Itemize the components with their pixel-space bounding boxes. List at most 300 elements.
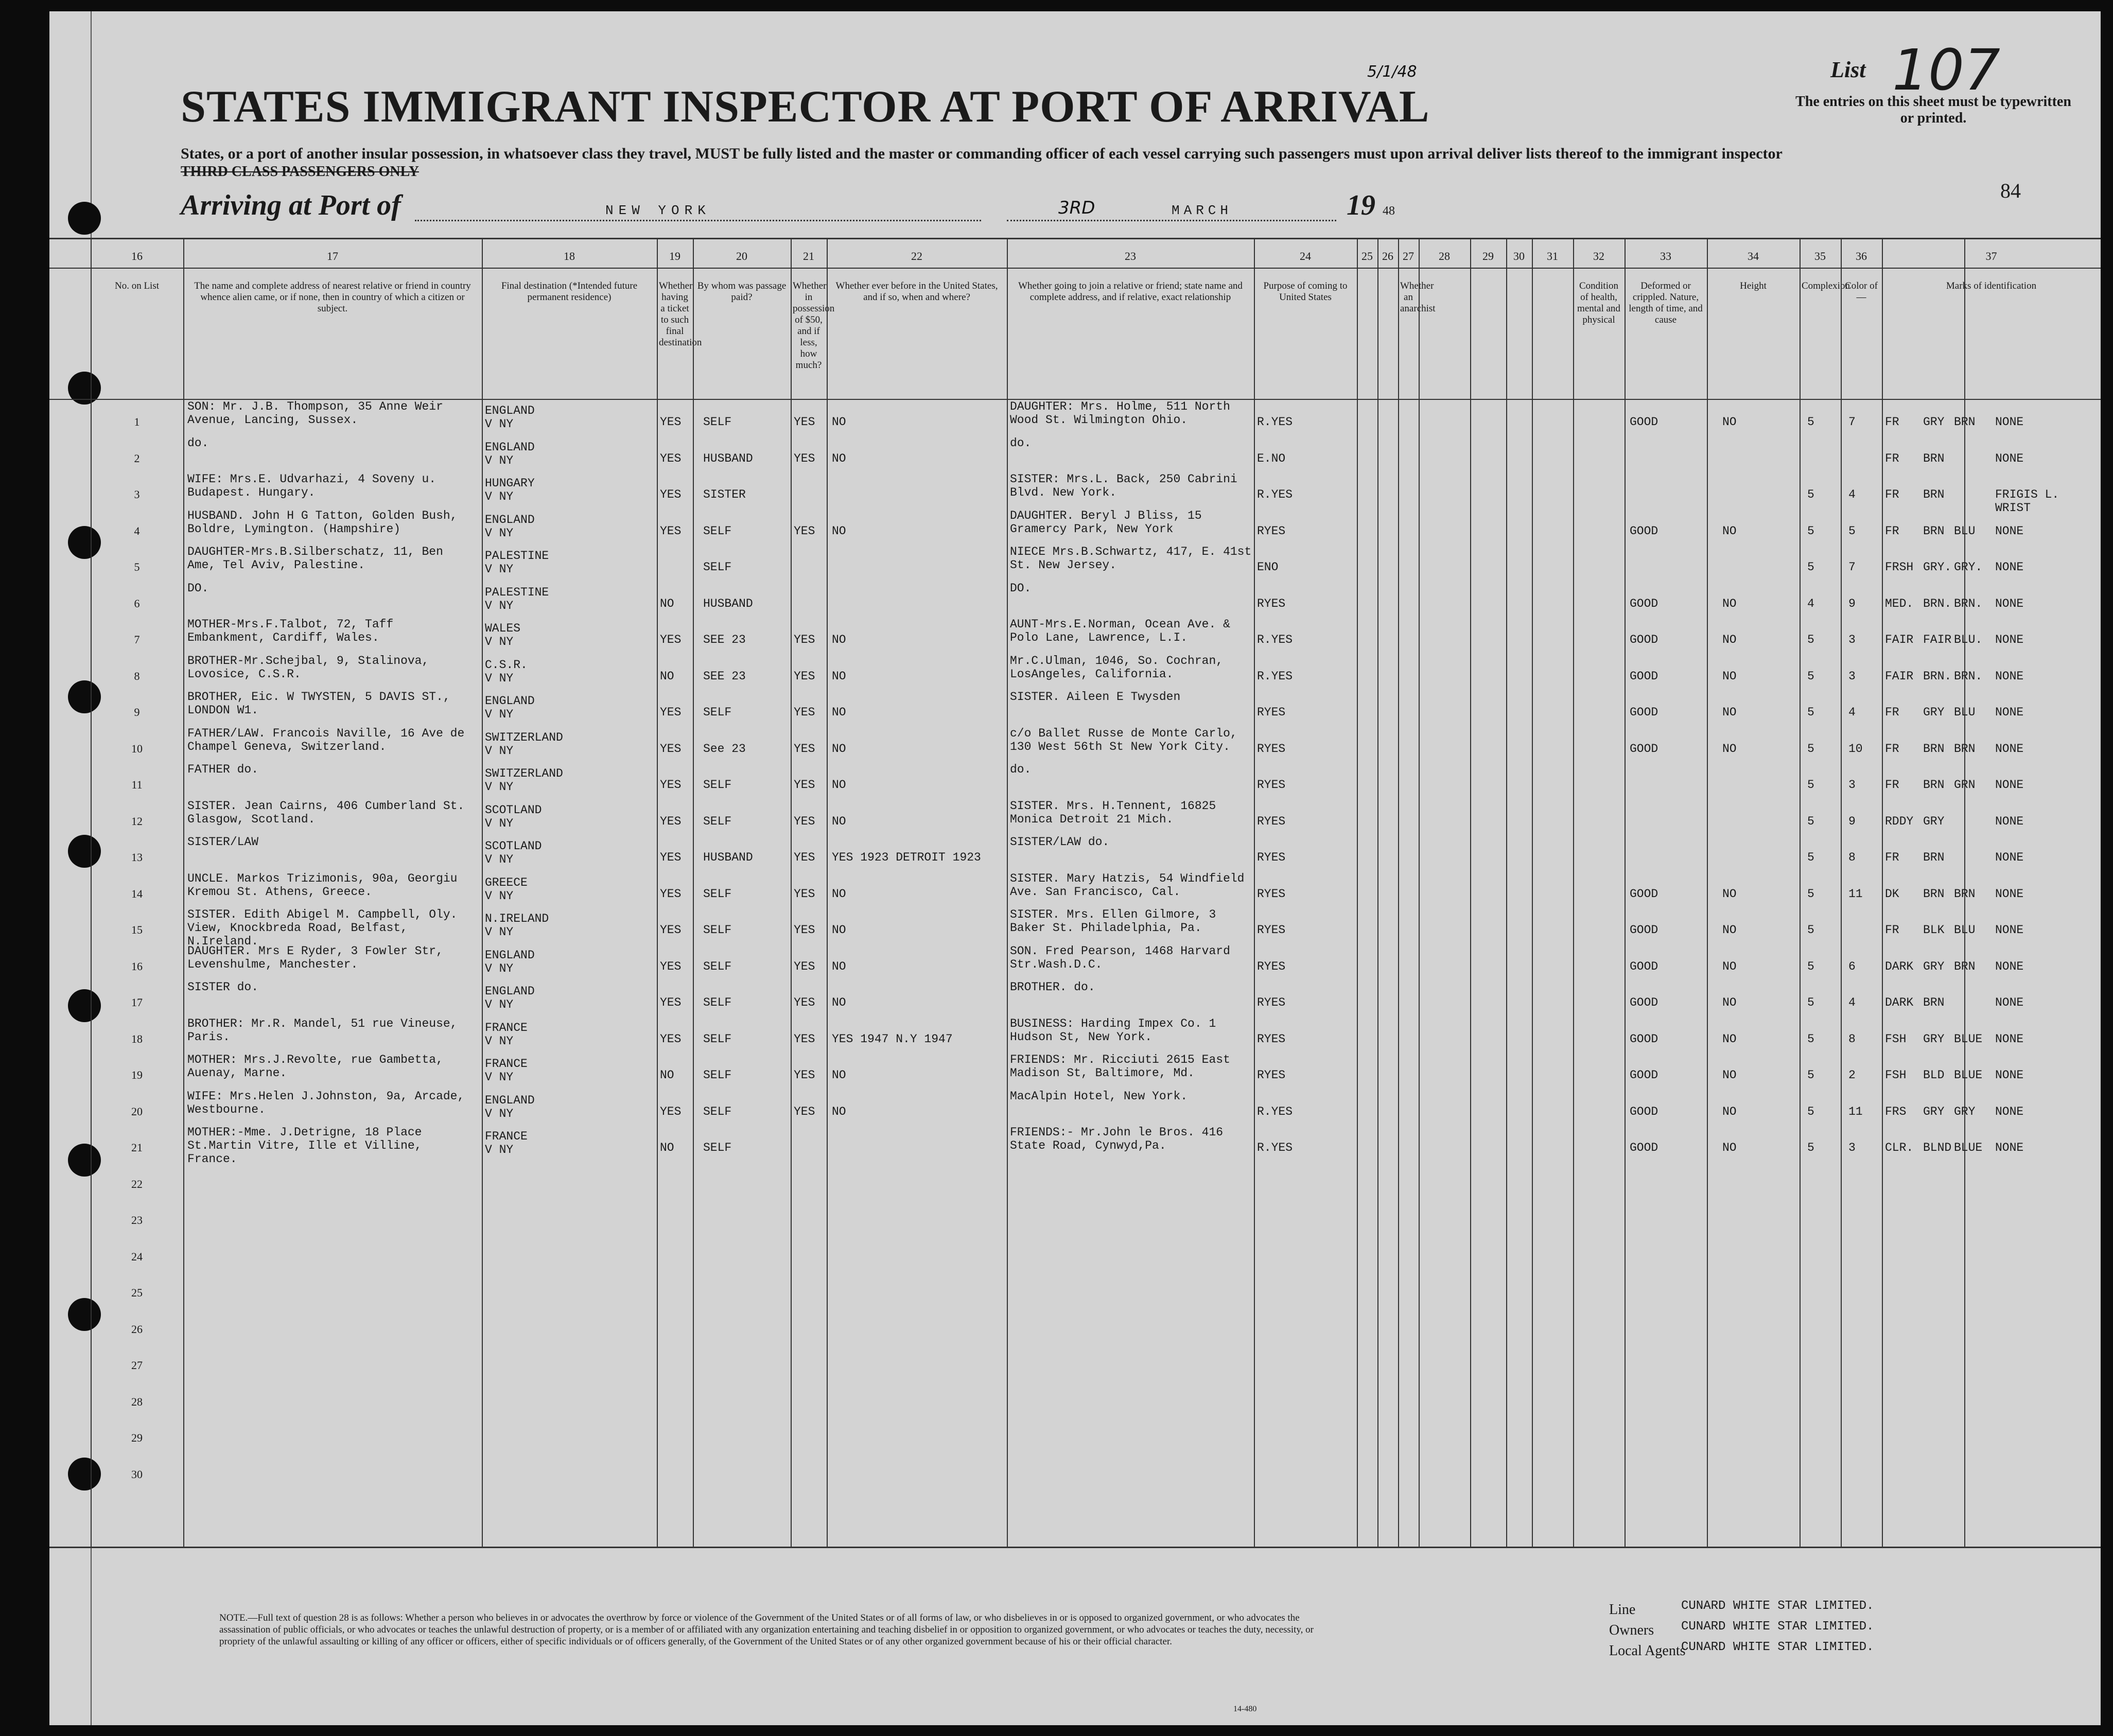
deformed-value: NO: [1722, 1104, 1737, 1118]
row-number: 15: [131, 923, 143, 936]
row-number: 7: [134, 633, 140, 646]
eye-color: BLUE: [1954, 1032, 1983, 1046]
complexion-value: FR: [1885, 923, 1899, 937]
identification-marks: NONE: [1995, 560, 2024, 574]
column-number: 26: [1382, 250, 1393, 262]
height-inches: 11: [1848, 1104, 1863, 1118]
destination-state: V NY: [485, 417, 514, 431]
health-value: GOOD: [1630, 415, 1658, 429]
paid-by-value: SELF: [703, 959, 732, 973]
row-number: 22: [131, 1177, 143, 1190]
destination-state: V NY: [485, 526, 514, 540]
column-number: 21: [803, 250, 814, 262]
health-value: GOOD: [1630, 633, 1658, 646]
joining-relative: MacAlpin Hotel, New York.: [1010, 1089, 1188, 1103]
year-prefix: 19: [1347, 189, 1375, 221]
relative-address: MOTHER: Mrs.J.Revolte, rue Gambetta, Auenay, Marne.: [187, 1053, 443, 1080]
destination-country: FRANCE: [485, 1130, 528, 1143]
column-header: Whether going to join a relative or friend; state name and complete address, and if relative, exact relationship: [1018, 280, 1243, 303]
column-header: Deformed or crippled. Nature, length of time, and cause: [1629, 280, 1703, 325]
row-number: 5: [134, 560, 140, 573]
complexion-value: MED.: [1885, 597, 1914, 610]
destination-country: FRANCE: [485, 1021, 528, 1034]
fifty-dollars-value: YES: [794, 1032, 815, 1046]
eye-color: BRN.: [1954, 669, 1983, 683]
column-header: No. on List: [114, 280, 160, 291]
hair-color: GRY: [1923, 1032, 1945, 1046]
previous-visit-value: NO: [832, 669, 846, 683]
row-number: 2: [134, 451, 140, 465]
destination-country: SWITZERLAND: [485, 730, 563, 744]
ticket-value: YES: [660, 814, 682, 828]
ticket-value: NO: [660, 1068, 674, 1082]
deformed-value: NO: [1722, 1141, 1737, 1154]
destination-country: ENGLAND: [485, 985, 535, 998]
height-inches: 7: [1848, 560, 1856, 574]
paid-by-value: SELF: [703, 1104, 732, 1118]
relative-address: SISTER/LAW: [187, 835, 259, 849]
eye-color: BRN: [1954, 959, 1976, 973]
previous-visit-value: NO: [832, 814, 846, 828]
ticket-value: YES: [660, 415, 682, 429]
complexion-value: FR: [1885, 851, 1899, 864]
relative-address: FATHER do.: [187, 763, 259, 776]
column-header: Complexion: [1802, 280, 1850, 291]
previous-visit-value: NO: [832, 887, 846, 901]
eye-color: BLUE: [1954, 1068, 1983, 1082]
joining-relative: Mr.C.Ulman, 1046, So. Cochran, LosAngeles, California.: [1010, 654, 1224, 681]
hair-color: BRN.: [1923, 597, 1952, 610]
date-day: 3RD: [1058, 198, 1095, 218]
destination-state: V NY: [485, 563, 514, 576]
relative-address: WIFE: Mrs.Helen J.Johnston, 9a, Arcade, Westbourne.: [187, 1089, 465, 1116]
height-inches: 10: [1848, 742, 1863, 756]
deformed-value: NO: [1722, 1032, 1737, 1046]
page-subtitle: States, or a port of another insular possession, in whatsoever class they travel, MUST be fully listed and the master or commanding officer of each vessel carrying such passengers must upon arrival deliver lists thereof to the immigrant inspector: [181, 145, 1783, 162]
identification-marks: NONE: [1995, 814, 2024, 828]
fifty-dollars-value: YES: [794, 923, 815, 937]
health-value: GOOD: [1630, 1104, 1658, 1118]
complexion-value: FR: [1885, 415, 1899, 429]
eye-color: BLU: [1954, 706, 1976, 719]
purpose-value: RYES: [1257, 923, 1286, 937]
column-number: 23: [1125, 250, 1136, 262]
purpose-value: R.YES: [1257, 633, 1293, 646]
row-number: 8: [134, 669, 140, 682]
paid-by-value: SISTER: [703, 488, 746, 501]
fifty-dollars-value: YES: [794, 524, 815, 538]
identification-marks: NONE: [1995, 706, 2024, 719]
destination-country: SCOTLAND: [485, 803, 542, 817]
destination-state: V NY: [485, 1143, 514, 1156]
row-number: 21: [131, 1141, 143, 1154]
identification-marks: NONE: [1995, 1068, 2024, 1082]
column-number: 17: [327, 250, 338, 262]
hair-color: BRN: [1923, 887, 1945, 901]
deformed-value: NO: [1722, 524, 1737, 538]
row-number: 3: [134, 488, 140, 501]
relative-address: WIFE: Mrs.E. Udvarhazi, 4 Soveny u. Budapest. Hungary.: [187, 472, 436, 499]
column-number: 29: [1482, 250, 1494, 262]
height-inches: 3: [1848, 778, 1856, 792]
height-inches: 7: [1848, 415, 1856, 429]
height-inches: 3: [1848, 669, 1856, 683]
relative-address: SON: Mr. J.B. Thompson, 35 Anne Weir Avenue, Lancing, Sussex.: [187, 400, 443, 427]
line-label: Line: [1609, 1602, 1636, 1618]
fifty-dollars-value: YES: [794, 1068, 815, 1082]
relative-address: MOTHER:-Mme. J.Detrigne, 18 Place St.Martin Vitre, Ille et Villine, France.: [187, 1126, 422, 1166]
ticket-value: YES: [660, 996, 682, 1009]
row-number: 26: [131, 1322, 143, 1336]
column-divider: [1254, 239, 1255, 1547]
joining-relative: SISTER. Mary Hatzis, 54 Windfield Ave. San Francisco, Cal.: [1010, 871, 1245, 899]
paid-by-value: SELF: [703, 1068, 732, 1082]
destination-country: ENGLAND: [485, 440, 535, 454]
height-inches: 8: [1848, 851, 1856, 864]
fifty-dollars-value: YES: [794, 451, 815, 465]
height-feet: 5: [1807, 959, 1814, 973]
destination-country: WALES: [485, 622, 521, 635]
hair-color: BRN: [1923, 524, 1945, 538]
row-number: 19: [131, 1068, 143, 1081]
destination-state: V NY: [485, 853, 514, 866]
previous-visit-value: NO: [832, 451, 846, 465]
fifty-dollars-value: YES: [794, 742, 815, 756]
column-number: 22: [911, 250, 922, 262]
port-value: NEW YORK: [605, 203, 711, 218]
column-divider: [1398, 239, 1399, 1547]
health-value: GOOD: [1630, 706, 1658, 719]
destination-country: ENGLAND: [485, 513, 535, 527]
deformed-value: NO: [1722, 669, 1737, 683]
manifest-sheet: [49, 11, 2101, 1725]
height-feet: 4: [1807, 597, 1814, 610]
paid-by-value: SELF: [703, 814, 732, 828]
previous-visit-value: YES 1923 DETROIT 1923: [832, 851, 981, 864]
height-inches: 3: [1848, 633, 1856, 646]
ticket-value: YES: [660, 851, 682, 864]
identification-marks: NONE: [1995, 597, 2024, 610]
height-inches: 8: [1848, 1032, 1856, 1046]
identification-marks: NONE: [1995, 742, 2024, 756]
health-value: GOOD: [1630, 1032, 1658, 1046]
height-feet: 5: [1807, 669, 1814, 683]
destination-state: V NY: [485, 1034, 514, 1048]
purpose-value: RYES: [1257, 959, 1286, 973]
previous-visit-value: NO: [832, 959, 846, 973]
destination-country: ENGLAND: [485, 694, 535, 708]
health-value: GOOD: [1630, 597, 1658, 610]
ticket-value: YES: [660, 959, 682, 973]
relative-address: DAUGHTER. Mrs E Ryder, 3 Fowler Str, Levenshulme, Manchester.: [187, 944, 443, 971]
identification-marks: NONE: [1995, 633, 2024, 646]
health-value: GOOD: [1630, 887, 1658, 901]
eye-color: GRY: [1954, 1104, 1976, 1118]
deformed-value: NO: [1722, 415, 1737, 429]
previous-visit-value: NO: [832, 742, 846, 756]
column-header: By whom was passage paid?: [697, 280, 787, 303]
paid-by-value: SELF: [703, 1032, 732, 1046]
column-divider: [91, 239, 92, 1547]
destination-country: C.S.R.: [485, 658, 528, 672]
height-feet: 5: [1807, 996, 1814, 1009]
joining-relative: SON. Fred Pearson, 1468 Harvard Str.Wash.D.C.: [1010, 944, 1230, 971]
fifty-dollars-value: YES: [794, 887, 815, 901]
identification-marks: NONE: [1995, 669, 2024, 683]
row-number: 9: [134, 706, 140, 718]
stamp-date: 5/1/48: [1367, 63, 1417, 81]
health-value: GOOD: [1630, 524, 1658, 538]
hair-color: GRY: [1923, 814, 1945, 828]
owners-label: Owners: [1609, 1622, 1654, 1638]
fifty-dollars-value: YES: [794, 851, 815, 864]
destination-state: V NY: [485, 708, 514, 721]
height-inches: 3: [1848, 1141, 1856, 1154]
paid-by-value: SELF: [703, 706, 732, 719]
row-number: 20: [131, 1104, 143, 1118]
column-number: 27: [1403, 250, 1414, 262]
height-feet: 5: [1807, 778, 1814, 792]
height-inches: 2: [1848, 1068, 1856, 1082]
column-divider: [1506, 239, 1507, 1547]
joining-relative: SISTER/LAW do.: [1010, 835, 1110, 849]
hair-color: GRY: [1923, 706, 1945, 719]
row-number: 6: [134, 597, 140, 610]
destination-state: V NY: [485, 453, 514, 467]
relative-address: UNCLE. Markos Trizimonis, 90a, Georgiu Kremou St. Athens, Greece.: [187, 871, 458, 899]
height-feet: 5: [1807, 1141, 1814, 1154]
joining-relative: SISTER. Aileen E Twysden: [1010, 690, 1181, 704]
eye-color: BLU.: [1954, 633, 1983, 646]
complexion-value: FRS: [1885, 1104, 1907, 1118]
deformed-value: NO: [1722, 959, 1737, 973]
relative-address: SISTER. Jean Cairns, 406 Cumberland St. Glasgow, Scotland.: [187, 799, 465, 826]
joining-relative: SISTER. Mrs. Ellen Gilmore, 3 Baker St. Philadelphia, Pa.: [1010, 908, 1216, 935]
destination-country: ENGLAND: [485, 404, 535, 417]
column-number: 37: [1985, 250, 1997, 262]
destination-state: V NY: [485, 961, 514, 975]
ticket-value: YES: [660, 1104, 682, 1118]
column-divider: [1007, 239, 1008, 1547]
relative-address: do.: [187, 436, 209, 450]
destination-state: V NY: [485, 780, 514, 794]
column-divider: [482, 239, 483, 1547]
joining-relative: BUSINESS: Harding Impex Co. 1 Hudson St, New York.: [1010, 1016, 1216, 1044]
destination-state: V NY: [485, 1071, 514, 1084]
relative-address: BROTHER, Eic. W TWYSTEN, 5 DAVIS ST., LONDON W1.: [187, 690, 450, 717]
destination-state: V NY: [485, 635, 514, 648]
previous-visit-value: NO: [832, 923, 846, 937]
paid-by-value: SELF: [703, 996, 732, 1009]
purpose-value: R.YES: [1257, 415, 1293, 429]
identification-marks: NONE: [1995, 851, 2024, 864]
joining-relative: DAUGHTER: Mrs. Holme, 511 North Wood St. Wilmington Ohio.: [1010, 400, 1230, 427]
height-inches: 9: [1848, 597, 1856, 610]
column-divider: [1573, 239, 1574, 1547]
destination-state: V NY: [485, 599, 514, 612]
health-value: GOOD: [1630, 669, 1658, 683]
identification-marks: NONE: [1995, 1141, 2024, 1154]
destination-country: ENGLAND: [485, 948, 535, 962]
ticket-value: NO: [660, 597, 674, 610]
ticket-value: YES: [660, 488, 682, 501]
health-value: GOOD: [1630, 923, 1658, 937]
joining-relative: FRIENDS:- Mr.John le Bros. 416 State Road, Cynwyd,Pa.: [1010, 1126, 1224, 1152]
paid-by-value: SELF: [703, 415, 732, 429]
column-header: Whether an anarchist: [1400, 280, 1436, 314]
row-number: 4: [134, 524, 140, 537]
hair-color: BRN: [1923, 996, 1945, 1009]
column-divider: [827, 239, 828, 1547]
column-divider: [183, 239, 184, 1547]
hair-color: GRY.: [1923, 560, 1952, 574]
identification-marks: NONE: [1995, 887, 2024, 901]
deformed-value: NO: [1722, 597, 1737, 610]
complexion-value: DK: [1885, 887, 1899, 901]
column-divider: [1800, 239, 1801, 1547]
paid-by-value: SEE 23: [703, 669, 746, 683]
hair-color: BRN: [1923, 488, 1945, 501]
destination-state: V NY: [485, 889, 514, 903]
hair-color: BRN: [1923, 451, 1945, 465]
deformed-value: NO: [1722, 742, 1737, 756]
destination-state: V NY: [485, 671, 514, 685]
height-feet: 5: [1807, 923, 1814, 937]
deformed-value: NO: [1722, 996, 1737, 1009]
fifty-dollars-value: YES: [794, 415, 815, 429]
paid-by-value: HUSBAND: [703, 451, 753, 465]
destination-country: HUNGARY: [485, 477, 535, 490]
height-inches: 4: [1848, 488, 1856, 501]
eye-color: BRN.: [1954, 597, 1983, 610]
fifty-dollars-value: YES: [794, 814, 815, 828]
complexion-value: CLR.: [1885, 1141, 1914, 1154]
paid-by-value: HUSBAND: [703, 851, 753, 864]
height-feet: 5: [1807, 1068, 1814, 1082]
row-number: 25: [131, 1286, 143, 1299]
destination-country: PALESTINE: [485, 549, 549, 563]
relative-address: DO.: [187, 581, 209, 595]
purpose-value: R.YES: [1257, 669, 1293, 683]
column-number: 16: [131, 250, 143, 262]
ticket-value: YES: [660, 742, 682, 756]
eye-color: BRN: [1954, 415, 1976, 429]
destination-state: V NY: [485, 998, 514, 1011]
row-divider: [49, 268, 2101, 269]
joining-relative: SISTER: Mrs.L. Back, 250 Cabrini Blvd. New York.: [1010, 472, 1237, 499]
ticket-value: YES: [660, 706, 682, 719]
height-feet: 5: [1807, 633, 1814, 646]
destination-country: N.IRELAND: [485, 912, 549, 925]
ticket-value: YES: [660, 524, 682, 538]
hair-color: BLK: [1923, 923, 1945, 937]
footnote: NOTE.—Full text of question 28 is as follows: Whether a person who believes in or advocates the overthrow by force or violence of the Government of the United States or of all forms of law, or who disbelieves in or is opposed to organized government, or who advocates the assassination of public officials, or who advocates or teaches the unlawful destruction of property, or is a member of or affiliated with any organization entertaining and teaching disbelief in or opposition to organized government, or who advocates or teaches the duty, necessity, or propriety of the unlawful assaulting or killing of any officer or officers, either of specific individuals or of officers generally, of the Government of the United States or of any other organized government because of his or their official character.: [219, 1612, 1314, 1647]
identification-marks: NONE: [1995, 451, 2024, 465]
destination-country: SWITZERLAND: [485, 767, 563, 780]
list-label: List: [1830, 57, 1866, 82]
deformed-value: NO: [1722, 923, 1737, 937]
column-divider: [1419, 239, 1420, 1547]
row-number: 1: [134, 415, 140, 428]
ticket-value: YES: [660, 887, 682, 901]
joining-relative: BROTHER. do.: [1010, 980, 1095, 994]
height-feet: 5: [1807, 488, 1814, 501]
agents-value: CUNARD WHITE STAR LIMITED.: [1681, 1640, 1874, 1654]
joining-relative: FRIENDS: Mr. Ricciuti 2615 East Madison St, Baltimore, Md.: [1010, 1053, 1230, 1080]
date-month: MARCH: [1172, 203, 1233, 218]
complexion-value: DARK: [1885, 959, 1914, 973]
column-number: 31: [1547, 250, 1558, 262]
eye-color: BLU: [1954, 524, 1976, 538]
list-number: 107: [1892, 37, 2000, 103]
relative-address: SISTER do.: [187, 980, 259, 994]
destination-country: SCOTLAND: [485, 839, 542, 853]
purpose-value: RYES: [1257, 524, 1286, 538]
height-inches: 5: [1848, 524, 1856, 538]
eye-color: BRN: [1954, 742, 1976, 756]
height-inches: 4: [1848, 996, 1856, 1009]
destination-state: V NY: [485, 744, 514, 758]
column-number: 32: [1593, 250, 1604, 262]
previous-visit-value: NO: [832, 778, 846, 792]
paid-by-value: SELF: [703, 778, 732, 792]
identification-marks: NONE: [1995, 778, 2024, 792]
column-divider: [791, 239, 792, 1547]
relative-address: HUSBAND. John H G Tatton, Golden Bush, Boldre, Lymington. (Hampshire): [187, 508, 458, 536]
hair-color: BRN: [1923, 851, 1945, 864]
page-number: 84: [2000, 179, 2021, 202]
previous-visit-value: NO: [832, 706, 846, 719]
joining-relative: AUNT-Mrs.E.Norman, Ocean Ave. & Polo Lane, Lawrence, L.I.: [1010, 618, 1230, 644]
entries-note: The entries on this sheet must be typewritten or printed.: [1795, 94, 2071, 126]
purpose-value: R.YES: [1257, 488, 1293, 501]
hair-color: GRY: [1923, 1104, 1945, 1118]
joining-relative: NIECE Mrs.B.Schwartz, 417, E. 41st St. New Jersey.: [1010, 545, 1252, 572]
purpose-value: R.YES: [1257, 1104, 1293, 1118]
purpose-value: RYES: [1257, 597, 1286, 610]
paid-by-value: SELF: [703, 887, 732, 901]
column-header: Height: [1740, 280, 1767, 291]
joining-relative: SISTER. Mrs. H.Tennent, 16825 Monica Detroit 21 Mich.: [1010, 799, 1216, 826]
complexion-value: FAIR: [1885, 669, 1914, 683]
row-number: 30: [131, 1467, 143, 1481]
column-divider: [1377, 239, 1378, 1547]
ticket-value: YES: [660, 923, 682, 937]
ticket-value: YES: [660, 1032, 682, 1046]
arriving-label: Arriving at Port of: [181, 189, 401, 221]
paid-by-value: SELF: [703, 524, 732, 538]
fifty-dollars-value: YES: [794, 669, 815, 683]
previous-visit-value: NO: [832, 633, 846, 646]
row-number: 24: [131, 1250, 143, 1263]
column-header: Color of—: [1845, 280, 1878, 303]
height-inches: 11: [1848, 887, 1863, 901]
paid-by-value: HUSBAND: [703, 597, 753, 610]
height-feet: 5: [1807, 706, 1814, 719]
complexion-value: FRSH: [1885, 560, 1914, 574]
hair-color: FAIR: [1923, 633, 1952, 646]
eye-color: GRY.: [1954, 560, 1983, 574]
row-number: 23: [131, 1214, 143, 1226]
fifty-dollars-value: YES: [794, 996, 815, 1009]
purpose-value: R.YES: [1257, 1141, 1293, 1154]
complexion-value: RDDY: [1885, 814, 1914, 828]
height-inches: 6: [1848, 959, 1856, 973]
row-number: 16: [131, 959, 143, 973]
paid-by-value: SELF: [703, 560, 732, 574]
row-number: 13: [131, 851, 143, 864]
identification-marks: NONE: [1995, 959, 2024, 973]
